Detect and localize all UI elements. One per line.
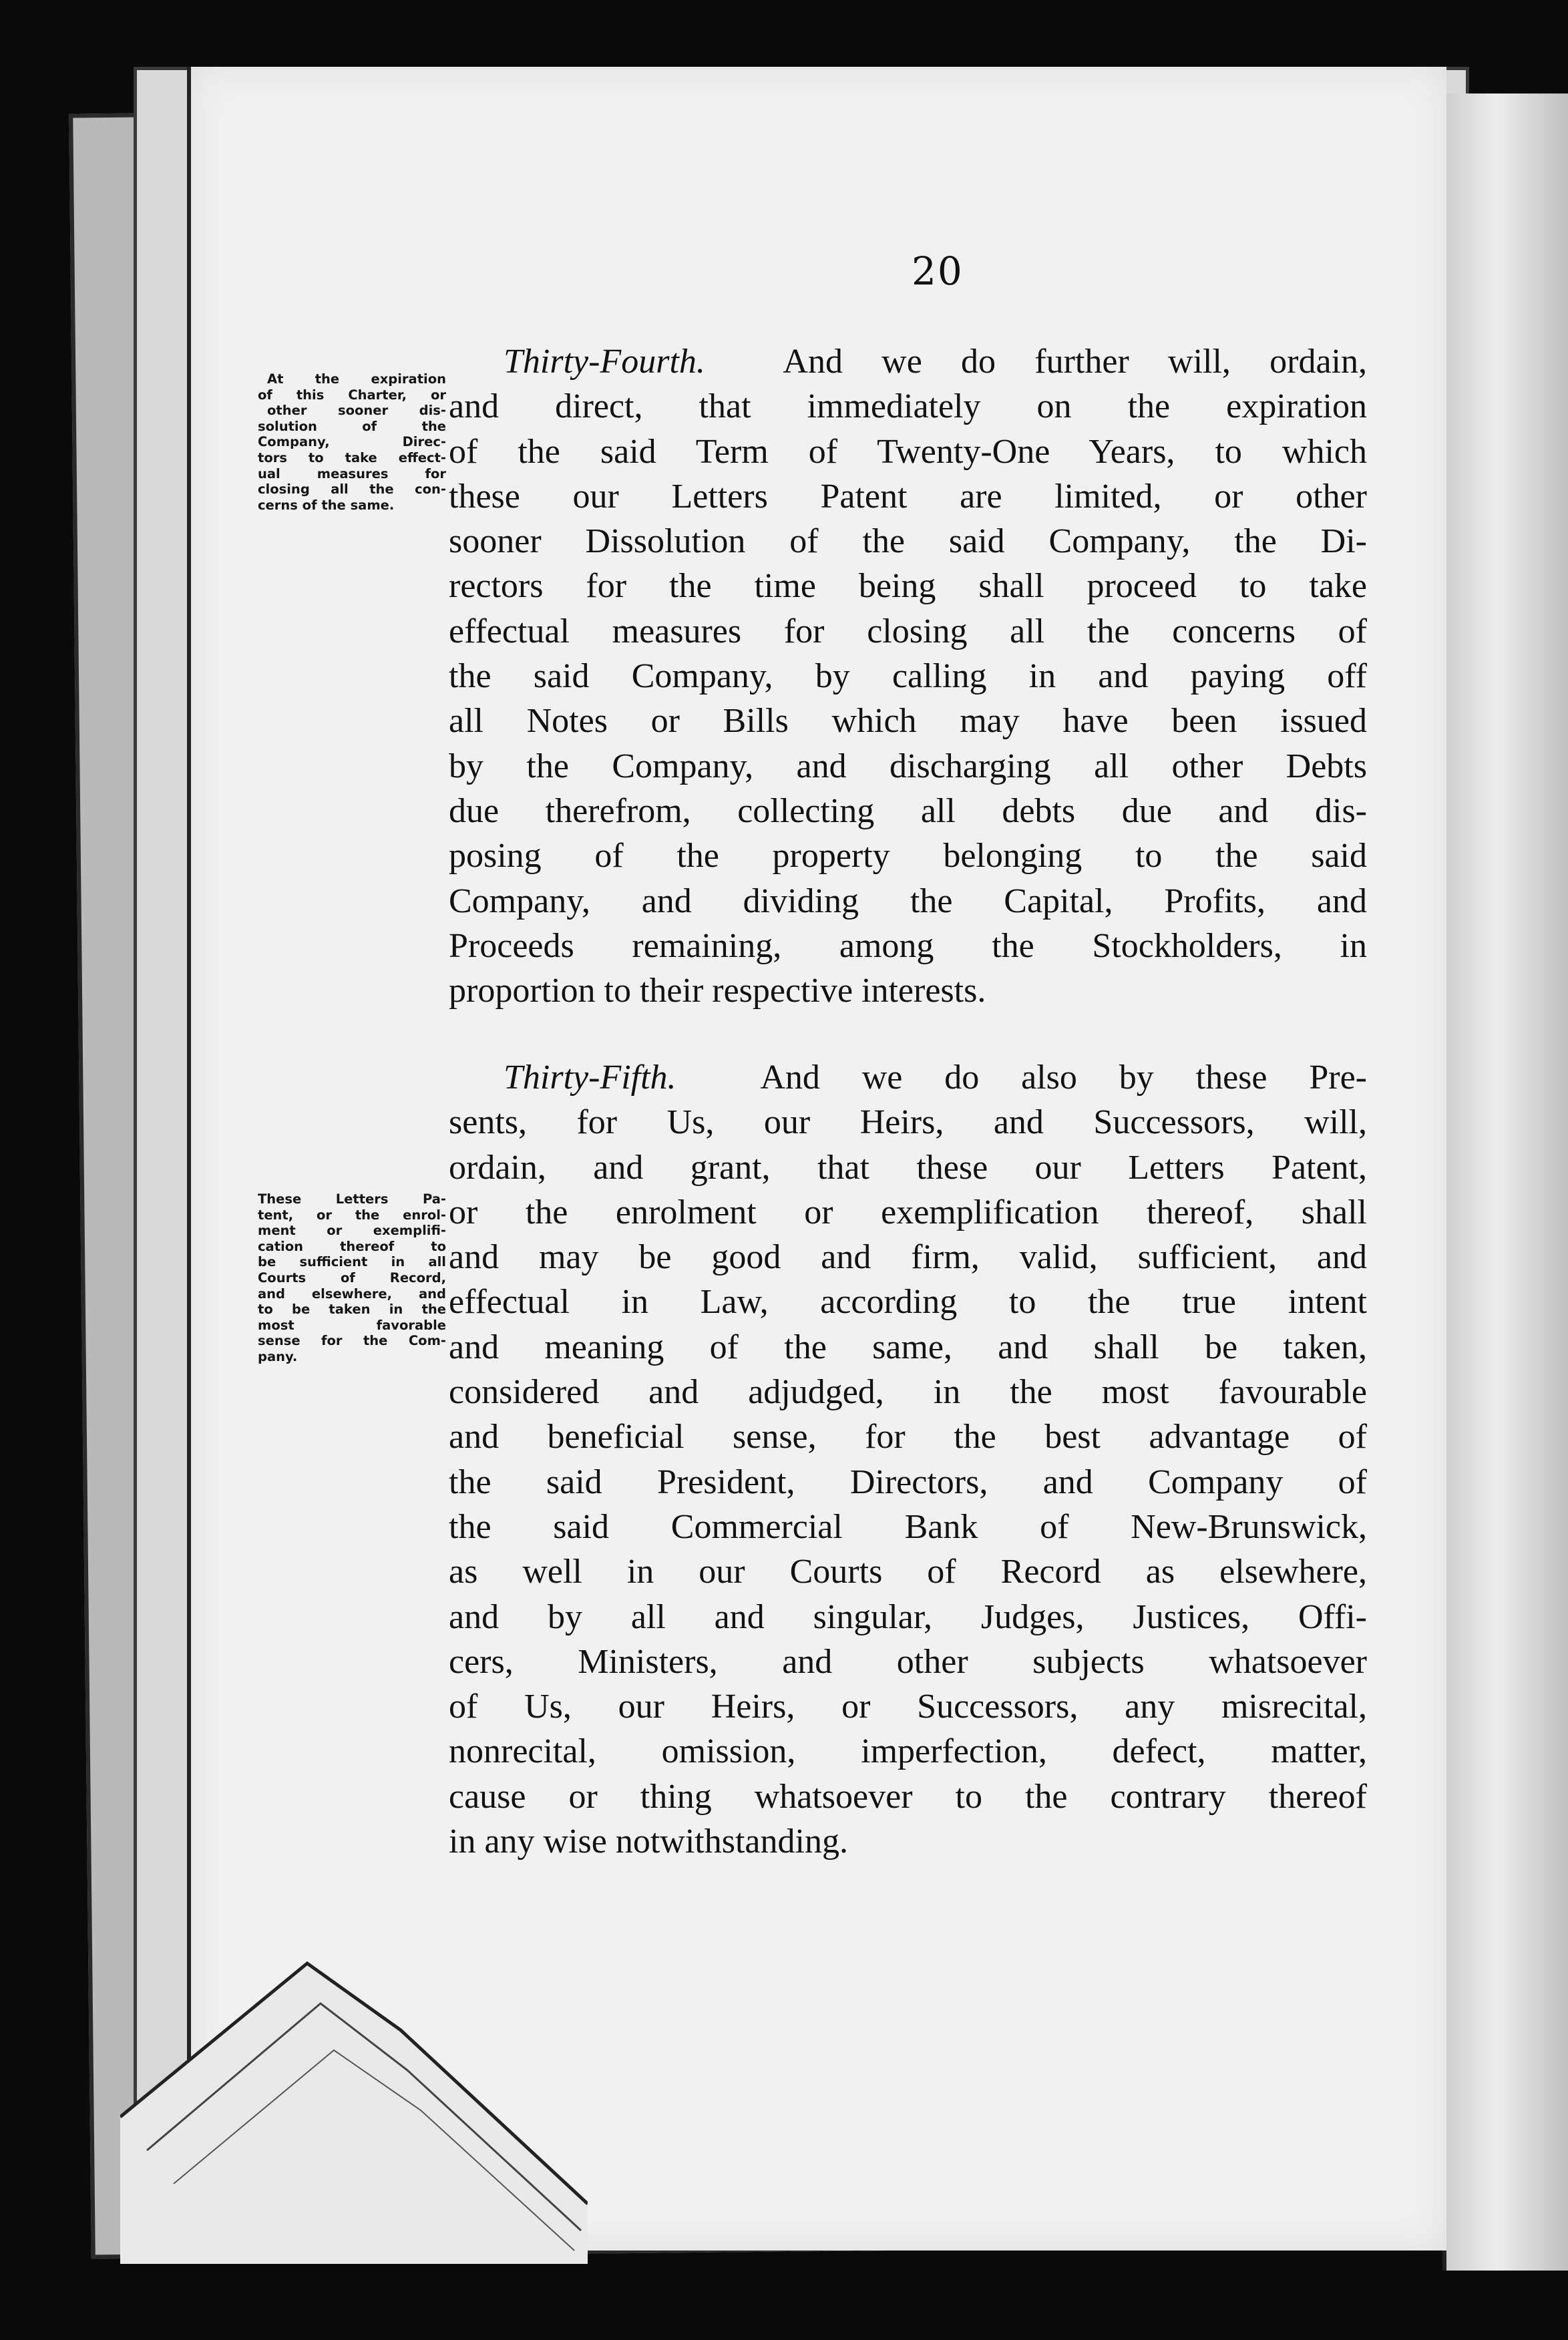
margin-note-line: to be taken in the <box>258 1302 446 1318</box>
margin-note-line: sense for the Com- <box>258 1333 446 1349</box>
margin-note-line: These Letters Pa- <box>258 1191 446 1207</box>
paragraph-first-line <box>449 339 1367 384</box>
paragraph-line: ordain, and grant, that these our Letters Patent, <box>449 1148 1367 1187</box>
paragraph-line: or the enrolment or exemplification thereof, shall <box>449 1193 1367 1231</box>
paragraph-line: all Notes or Bills which may have been issued <box>449 702 1367 741</box>
paragraph-line: Company, and dividing the Capital, Profits, and <box>449 882 1367 920</box>
paragraph-line: Proceeds remaining, among the Stockholders, in <box>449 926 1367 965</box>
paragraph-line: of Us, our Heirs, or Successors, any misrecital, <box>449 1688 1367 1726</box>
margin-note-line: Company, Direc- <box>258 434 446 450</box>
section-heading: Thirty-Fifth. <box>504 1058 676 1097</box>
paragraph-line: proportion to their respective interests. <box>449 972 986 1010</box>
paragraph-line: cause or thing whatsoever to the contrary thereof <box>449 1777 1367 1816</box>
paragraph-line: posing of the property belonging to the said <box>449 837 1367 875</box>
paragraph-line: sooner Dissolution of the said Company, the Di- <box>449 522 1367 561</box>
paragraph-line: considered and adjudged, in the most favourable <box>449 1373 1367 1412</box>
margin-note-line: tors to take effect- <box>258 449 446 465</box>
margin-note-line: tent, or the enrol- <box>258 1207 446 1223</box>
margin-note-line: solution of the <box>258 418 446 434</box>
paragraph-line: and may be good and firm, valid, sufficient, and <box>449 1238 1367 1277</box>
margin-note-line: Courts of Record, <box>258 1270 446 1286</box>
page-number: 20 <box>912 248 964 294</box>
paragraph-line: rectors for the time being shall proceed to take <box>449 567 1367 606</box>
facing-page-edge <box>1442 93 1568 2271</box>
paragraph-thirty-fifth <box>449 1055 1367 1864</box>
paragraph-line: sents, for Us, our Heirs, and Successors, will, <box>449 1103 1367 1142</box>
paragraph-line: nonrecital, omission, imperfection, defect, matter, <box>449 1732 1367 1771</box>
paragraph-thirty-fourth <box>449 339 1367 1013</box>
paragraph-line: of the said Term of Twenty-One Years, to which <box>449 432 1367 471</box>
paragraph-line: these our Letters Patent are limited, or other <box>449 477 1367 516</box>
margin-note-line: ment or exemplifi- <box>258 1223 446 1239</box>
margin-note-line: cation thereof to <box>258 1238 446 1254</box>
margin-note-thirty-fifth <box>258 1191 446 1365</box>
paragraph-line: the said Commercial Bank of New-Brunswick, <box>449 1507 1367 1546</box>
margin-note-line: pany. <box>258 1348 298 1364</box>
margin-note-line: ual measures for <box>258 465 446 481</box>
paragraph-line: and direct, that immediately on the expiration <box>449 387 1367 426</box>
margin-note-thirty-fourth <box>258 371 446 513</box>
paragraph-line: by the Company, and discharging all other Debts <box>449 747 1367 785</box>
margin-note-line: At the expiration <box>267 371 446 387</box>
margin-note-line: other sooner dis- <box>267 403 446 419</box>
paragraph-line: effectual measures for closing all the concerns of <box>449 612 1367 650</box>
paragraph-line: the said President, Directors, and Company of <box>449 1462 1367 1501</box>
torn-corner <box>120 1950 588 2264</box>
paragraph-first-line <box>449 1055 1367 1100</box>
margin-note-line: and elsewhere, and <box>258 1286 446 1302</box>
paragraph-line: in any wise notwithstanding. <box>449 1822 848 1861</box>
section-heading: Thirty-Fourth. <box>504 343 705 381</box>
paragraph-line: And we do also by these Pre- <box>760 1058 1367 1097</box>
paragraph-line: And we do further will, ordain, <box>783 343 1367 381</box>
margin-note-line: most favorable <box>258 1317 446 1333</box>
paragraph-line: the said Company, by calling in and paying off <box>449 657 1367 696</box>
paragraph-line: effectual in Law, according to the true intent <box>449 1283 1367 1322</box>
paragraph-line: and beneficial sense, for the best advantage of <box>449 1418 1367 1456</box>
paragraph-line: and by all and singular, Judges, Justices, Offi- <box>449 1597 1367 1636</box>
paragraph-line: cers, Ministers, and other subjects whatsoever <box>449 1642 1367 1681</box>
margin-note-line: cerns of the same. <box>258 497 395 513</box>
paragraph-line: and meaning of the same, and shall be taken, <box>449 1328 1367 1366</box>
paragraph-line: as well in our Courts of Record as elsewhere, <box>449 1553 1367 1591</box>
margin-note-line: closing all the con- <box>258 481 446 498</box>
paragraph-line: due therefrom, collecting all debts due and dis- <box>449 791 1367 830</box>
margin-note-line: be sufficient in all <box>258 1254 446 1270</box>
margin-note-line: of this Charter, or <box>258 387 446 403</box>
